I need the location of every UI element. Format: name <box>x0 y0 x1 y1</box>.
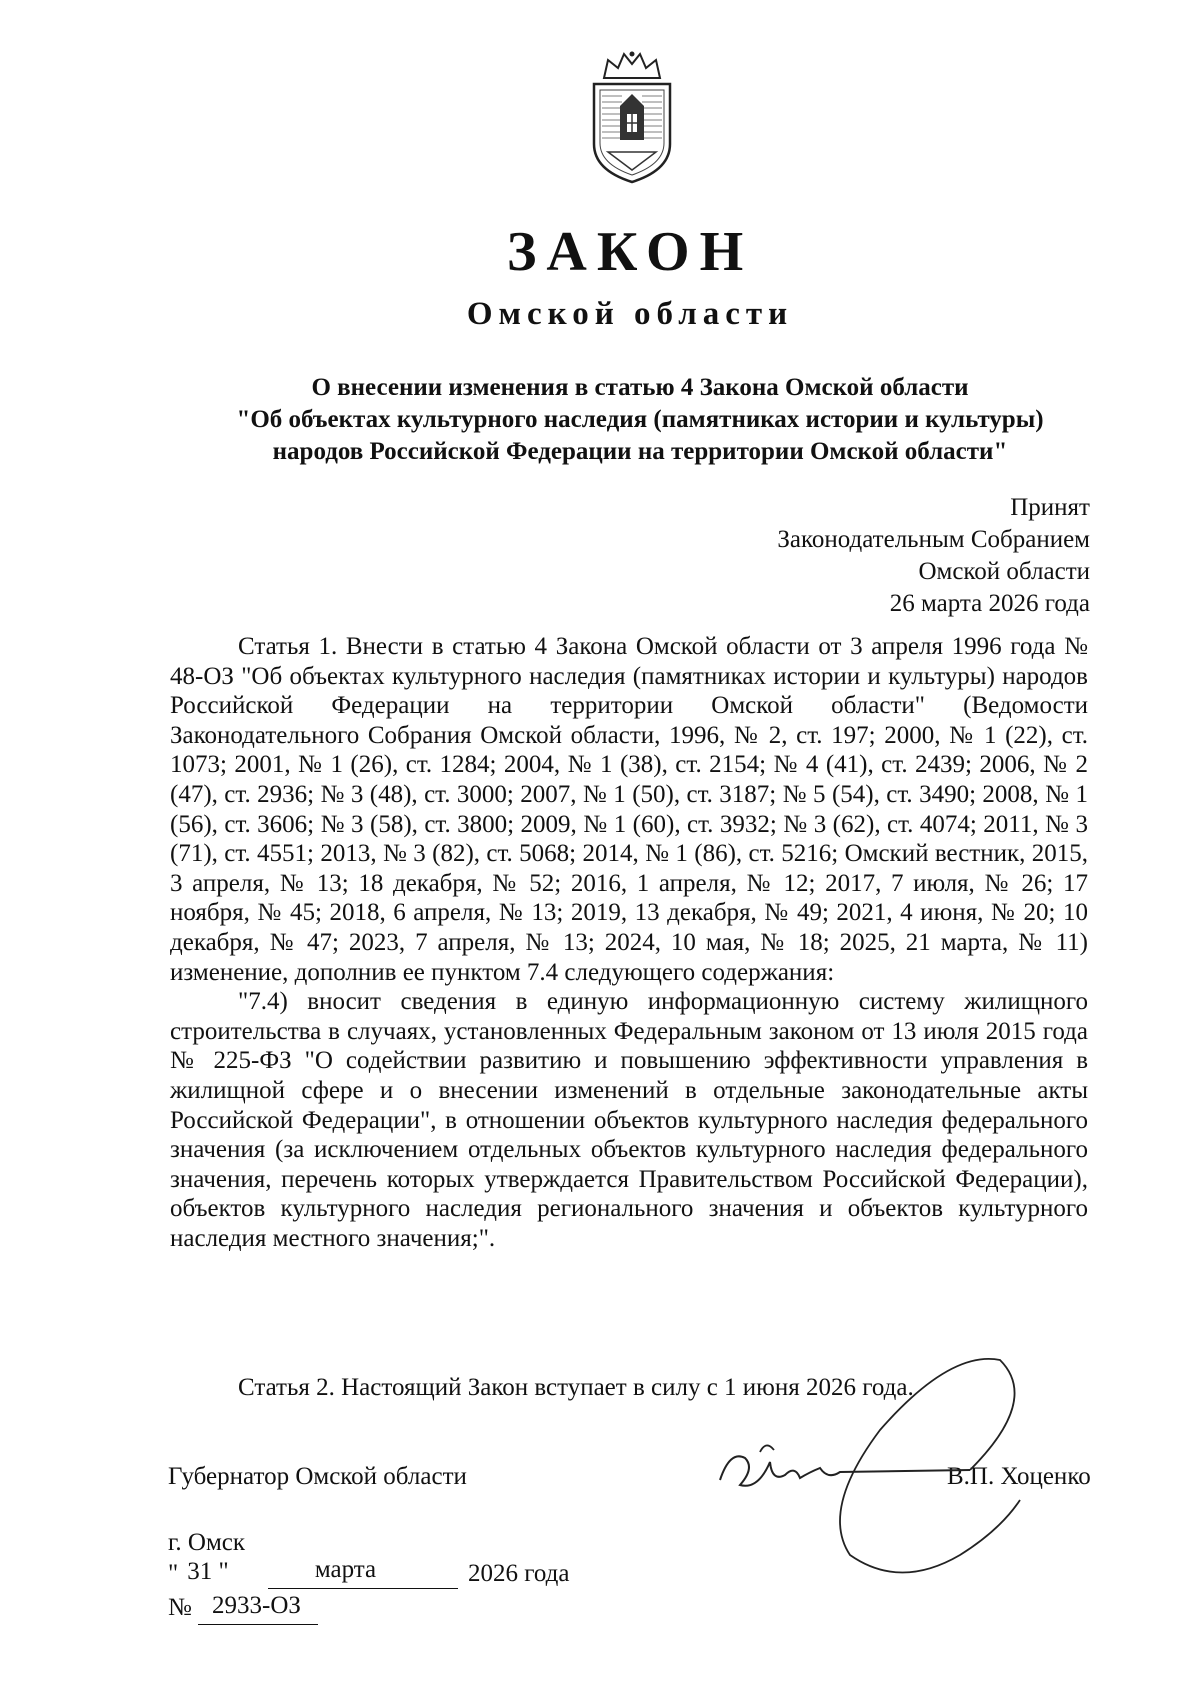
law-number <box>168 1594 368 1628</box>
law-heading-line: О внесении изменения в статью 4 Закона Омской области <box>311 374 969 401</box>
article-1-quoted-paragraph: "7.4) вносит сведения в единую информационную систему жилищного строительства в случаях, установленных Федеральным законом от 13 июля 2015 года № 225-ФЗ "О содействии развитию и повышению эффективности управления в жилищной сфере и о внесении изменений в отдельные законодательные акты Российской Федерации", в отношении объектов культурного наследия федерального значения (за исключением отдельных объектов культурного наследия федерального значения, перечень которых утверждается Правительством Российской Федерации), объектов культурного наследия регионального значения и объектов культурного наследия местного значения;". <box>170 988 1088 1252</box>
date-underline <box>268 1588 458 1589</box>
article-2: Статья 2. Настоящий Закон вступает в силу с 1 июня 2026 года. <box>238 1374 914 1401</box>
article-1-paragraph: Статья 1. Внести в статью 4 Закона Омской области от 3 апреля 1996 года № 48-ОЗ "Об объектах культурного наследия (памятниках истории и культуры) народов Российской Федерации на территории Омской области" (Ведомости Законодательного Собрания Омской области, 1996, № 2, ст. 197; 2000, № 1 (22), ст. 1073; 2001, № 1 (26), ст. 1284; 2004, № 1 (38), ст. 2154; № 4 (41), ст. 2439; 2006, № 2 (47), ст. 2936; № 3 (48), ст. 3000; 2007, № 1 (50), ст. 3187; № 5 (54), ст. 3490; 2008, № 1 (56), ст. 3606; № 3 (58), ст. 3800; 2009, № 1 (60), ст. 3932; № 3 (62), ст. 4074; 2011, № 3 (71), ст. 4551; 2013, № 3 (82), ст. 5068; 2014, № 1 (86), ст. 5216; Омский вестник, 2015, 3 апреля, № 13; 18 декабря, № 52; 2016, 1 апреля, № 12; 2017, 7 июля, № 26; 17 ноября, № 45; 2018, 6 апреля, № 13; 2019, 13 декабря, № 49; 2021, 4 июня, № 20; 10 декабря, № 47; 2023, 7 апреля, № 13; 2024, 10 мая, № 18; 2025, 21 марта, № 11) изменение, дополнив ее пунктом 7.4 следующего содержания: <box>170 633 1088 986</box>
article-1 <box>170 632 1088 1253</box>
adoption-block <box>777 492 1090 620</box>
adoption-date: 26 марта 2026 года <box>889 590 1090 617</box>
date-month: марта <box>314 1556 377 1583</box>
place-of-signing: г. Омск <box>168 1529 246 1556</box>
document-subtitle: Омской области <box>466 296 794 332</box>
number-value: 2933-ОЗ <box>212 1592 301 1619</box>
date-open-quote: " <box>168 1560 179 1587</box>
number-underline <box>198 1624 318 1625</box>
adoption-line: Законодательным Собранием <box>777 526 1090 553</box>
adoption-line: Принят <box>1010 494 1090 521</box>
law-heading <box>180 372 1100 468</box>
law-heading-line: "Об объектах культурного наследия (памятниках истории и культуры) <box>236 406 1044 433</box>
handwritten-signature-icon <box>700 1340 1100 1590</box>
date-day: 31 " <box>187 1558 229 1585</box>
coat-of-arms-icon <box>582 48 682 186</box>
signatory-position: Губернатор Омской области <box>168 1463 467 1490</box>
date-year: 2026 года <box>468 1560 570 1587</box>
adoption-line: Омской области <box>918 558 1090 585</box>
law-heading-line: народов Российской Федерации на территории Омской области" <box>272 438 1008 465</box>
number-sign: № <box>168 1594 192 1621</box>
document-title: ЗАКОН <box>506 221 754 283</box>
signatory-name: В.П. Хоценко <box>947 1463 1091 1490</box>
signing-date <box>168 1556 588 1592</box>
